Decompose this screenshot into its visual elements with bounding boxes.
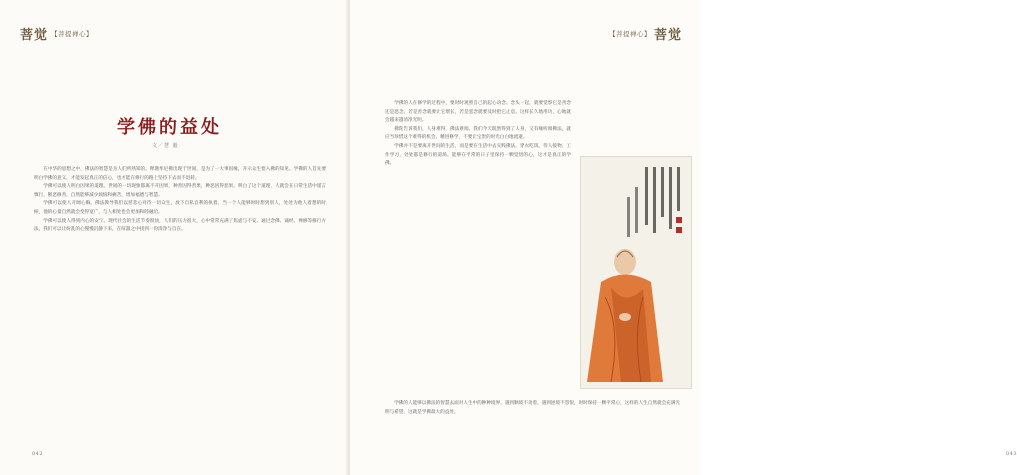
monk-figure — [587, 249, 663, 382]
left-header — [20, 24, 93, 43]
paragraph: 学佛可以使人明白因果的道理。世间的一切现象都离不开因果，种善因得善果，种恶因得恶果。明白了这个道理，人就会在日常生活中谨言慎行，断恶修善，自然能够减少烦恼和痛苦，增加福德与智慧。 — [34, 184, 326, 198]
left-page — [0, 0, 350, 475]
page-number-right: 043 — [1006, 451, 1017, 457]
seal-stamp — [676, 217, 682, 223]
right-bottom-text — [385, 400, 680, 448]
paragraph: 学佛可以使人得到内心的安宁。现代社会的生活节奏很快，人们的压力很大，心中常常充满了焦虑与不安。通过念佛、诵经、禅修等修行方法，我们可以让纷乱的心慢慢沉静下来，在喧嚣之中找到一份清净与自在。 — [34, 218, 326, 233]
section-tag: 【菩提禅心】 — [608, 30, 651, 38]
monk-illustration — [581, 157, 693, 390]
paragraph: 在中华的思想之中，佛法的智慧是为人们所熟知的。释迦牟尼佛出现于世间，是为了一大事因缘，开示众生悟入佛的知见。学佛的人首先要明白学佛的意义，才能发起真正的信心，也才能在修行的路上坚持下去而不退转。 — [34, 167, 326, 181]
seal-stamp — [676, 227, 682, 233]
paragraph: 学佛的人在修学的过程中，要时时观照自己的起心动念。念头一起，就要觉察它是善念还是恶念，若是善念就要让它增长，若是恶念就要及时把它止息。这样长久地用功，心地就会越来越清净光明。 — [385, 101, 571, 124]
article-byline: 文／慧 毅 — [152, 143, 179, 149]
right-header — [609, 24, 682, 43]
left-column-text — [34, 166, 326, 454]
right-column-text — [385, 100, 571, 446]
section-tag: 【菩提禅心】 — [51, 30, 94, 38]
article-title: 学佛的益处 — [117, 117, 222, 138]
monk-painting — [580, 156, 692, 389]
paragraph: 学佛可以使人开阔心胸。佛法教导我们以慈悲心对待一切众生，放下自私自利的执着。当一个人能够时时想到别人，处处为他人着想的时候，他的心量自然就会变得宽广，与人相处也会更加和睦融洽。 — [34, 201, 326, 215]
paragraph: 佛陀告诉我们，人身难得，佛法难闻。我们今天既然得到了人身，又有缘听闻佛法，就应当珍惜这个难得的机会，精进修学，不要让宝贵的时光白白地流逝。 — [385, 126, 571, 141]
magazine-logo: 菩觉 — [20, 28, 49, 43]
magazine-logo: 菩觉 — [653, 28, 682, 43]
page-number-left: 042 — [32, 451, 44, 457]
calligraphy-inscription — [627, 167, 682, 237]
paragraph: 学佛的人能够以佛法的智慧去面对人生中的种种境界，遇到顺境不贪着，遇到逆境不怨恨，时时保持一颗平常心，这样的人生自然就会充满光明与希望，这就是学佛最大的益处。 — [385, 401, 680, 415]
paragraph: 学佛并不是要离开世间的生活，而是要在生活中去实践佛法。穿衣吃饭、待人接物、工作学习，处处都是修行的道场。能够在平常的日子里保持一颗觉悟的心，这才是真正的学佛。 — [385, 143, 571, 167]
